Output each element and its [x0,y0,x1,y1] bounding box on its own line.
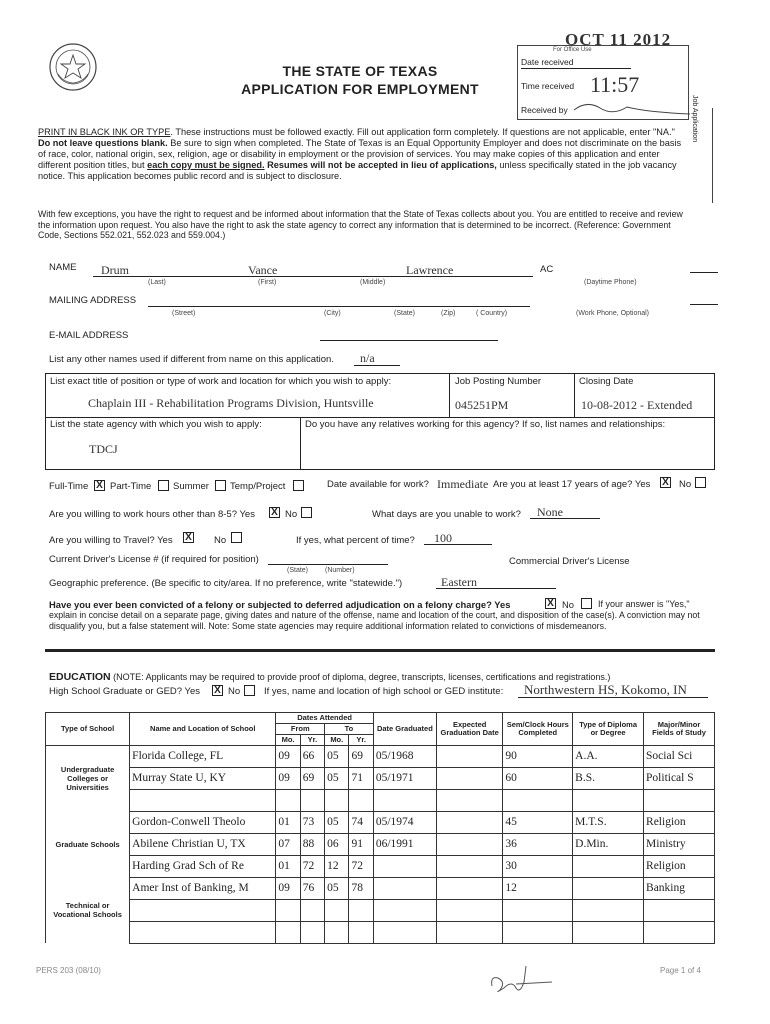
col-from-mo: Mo. [276,734,300,745]
edu-cell-name[interactable] [130,789,276,811]
edu-cell-fyr[interactable]: 76 [300,877,324,899]
hs-institution-value[interactable]: Northwestern HS, Kokomo, IN [524,682,687,697]
edu-cell-fyr[interactable]: 72 [300,855,324,877]
edu-cell-tmo[interactable] [325,921,349,943]
parttime-label: Part-Time [110,481,152,492]
title-line-1: THE STATE OF TEXAS [282,63,438,79]
col-diploma: Type of Diploma or Degree [573,713,644,746]
edu-cell-tyr[interactable] [349,921,373,943]
edu-cell-major[interactable]: Religion [644,811,715,833]
col-hours: Sem/Clock Hours Completed [503,713,573,746]
daytime-phone-label: (Daytime Phone) [584,279,637,286]
instr-body-2: Be sure to sign when completed. The State of Texas is an Equal Opportunity Employer and does not discriminate on the basis of race, color, national origin, sex, religion, age or disability in employment or the provision of services. You may make copies of this application and enter different position titles, but [38,138,682,170]
state-seal [48,42,98,92]
agency-label: List the state agency with which you wish to apply: [50,419,262,430]
col-from: From [276,723,325,734]
date-received-label: Date received [521,57,574,67]
edu-cell-hours[interactable] [503,921,573,943]
hs-graduate-label: High School Graduate or GED? Yes [49,686,201,697]
edu-cell-major[interactable] [644,921,715,943]
edu-cell-fyr[interactable]: 69 [300,767,324,789]
edu-cell-exp[interactable] [436,855,502,877]
instr-print: PRINT IN BLACK INK OR TYPE [38,127,171,137]
felony-yes-checkbox[interactable]: X [545,598,556,609]
edu-cell-grad[interactable] [373,877,436,899]
name-label: NAME [49,262,77,273]
edu-cell-grad[interactable] [373,921,436,943]
edu-cell-major[interactable] [644,899,715,921]
middle-label: (Middle) [360,279,386,286]
edu-cell-grad[interactable]: 05/1971 [373,767,436,789]
edu-cell-deg[interactable] [573,789,644,811]
felony-tail: If your answer is "Yes," [598,599,690,609]
travel-no-label: No [214,535,227,546]
edu-cell-exp[interactable] [436,811,502,833]
felony-no-label: No [562,599,574,610]
zip-label: (Zip) [441,310,456,317]
edu-cell-major[interactable] [644,789,715,811]
edu-cell-fmo[interactable]: 01 [276,855,300,877]
edu-cell-exp[interactable] [436,899,502,921]
edu-cell-fmo[interactable] [276,921,300,943]
education-row [46,767,715,789]
felony-question: Have you ever been convicted of a felony or subjected to deferred adjudication on a felony charge? Yes [49,599,511,610]
edu-cell-major[interactable]: Religion [644,855,715,877]
travel-label: Are you willing to Travel? Yes [49,535,173,546]
edu-cell-name[interactable]: Amer Inst of Banking, M [130,877,276,899]
edu-cell-fmo[interactable]: 07 [276,833,300,855]
edu-cell-hours[interactable]: 45 [503,811,573,833]
category-tech: Technical or Vocational Schools [46,877,130,943]
category-grad: Graduate Schools [46,811,130,877]
col-to-mo: Mo. [325,734,349,745]
edu-cell-name[interactable]: Harding Grad Sch of Re [130,855,276,877]
edu-cell-tmo[interactable]: 06 [325,833,349,855]
country-label: ( Country) [476,310,508,317]
license-number-label: (Number) [325,567,355,574]
edu-cell-tyr[interactable]: 71 [349,767,373,789]
edu-cell-tyr[interactable]: 78 [349,877,373,899]
form-title [215,63,505,97]
edu-cell-tmo[interactable]: 05 [325,877,349,899]
age-no-label: No [679,479,692,490]
edu-cell-grad[interactable] [373,899,436,921]
edu-cell-tyr[interactable]: 69 [349,745,373,767]
edu-cell-deg[interactable]: M.T.S. [573,811,644,833]
side-vertical-text: Job Application [691,95,698,143]
city-label: (City) [324,310,341,317]
edu-cell-fyr[interactable] [300,789,324,811]
edu-cell-fmo[interactable]: 01 [276,811,300,833]
edu-cell-fmo[interactable]: 09 [276,745,300,767]
edu-cell-tyr[interactable]: 72 [349,855,373,877]
hours-no-checkbox[interactable] [301,507,312,518]
edu-cell-name[interactable]: Murray State U, KY [130,767,276,789]
edu-cell-exp[interactable] [436,767,502,789]
email-label: E-MAIL ADDRESS [49,330,129,341]
parttime-checkbox[interactable] [158,480,169,491]
edu-cell-hours[interactable]: 90 [503,745,573,767]
last-label: (Last) [148,279,166,286]
travel-no-checkbox[interactable] [231,532,242,543]
days-unable-value[interactable]: None [537,505,563,519]
geo-preference-label: Geographic preference. (Be specific to city/area. If no preference, write "statewide.") [49,578,403,589]
col-name: Name and Location of School [130,713,276,746]
closing-date-value[interactable]: 10-08-2012 - Extended [581,398,693,412]
col-to: To [325,723,374,734]
age-label: Are you at least 17 years of age? Yes [493,479,651,490]
col-expected: Expected Graduation Date [436,713,502,746]
edu-cell-hours[interactable] [503,789,573,811]
edu-cell-hours[interactable]: 60 [503,767,573,789]
edu-cell-deg[interactable] [573,877,644,899]
agency-value[interactable]: TDCJ [89,442,118,456]
edu-cell-tyr[interactable] [349,789,373,811]
edu-cell-fmo[interactable]: 09 [276,877,300,899]
street-label: (Street) [172,310,196,317]
instr-no-blank: Do not leave questions blank. [38,138,168,148]
days-unable-label: What days are you unable to work? [372,509,521,520]
edu-cell-grad[interactable] [373,789,436,811]
instr-resumes: Resumes will not be accepted in lieu of applications, [267,160,497,170]
edu-cell-grad[interactable] [373,855,436,877]
edu-cell-deg[interactable]: D.Min. [573,833,644,855]
edu-cell-grad[interactable]: 06/1991 [373,833,436,855]
edu-cell-fmo[interactable] [276,789,300,811]
education-row [46,811,715,833]
edu-cell-grad[interactable]: 05/1968 [373,745,436,767]
position-title-value[interactable]: Chaplain III - Rehabilitation Programs Division, Huntsville [88,396,374,410]
edu-cell-fyr[interactable] [300,921,324,943]
last-name-value[interactable]: Drum [101,263,129,277]
position-title-label: List exact title of position or type of work and location for which you wish to apply: [50,376,392,387]
edu-cell-tyr[interactable] [349,899,373,921]
job-posting-value[interactable]: 045251PM [455,398,509,412]
edu-cell-hours[interactable] [503,899,573,921]
summer-checkbox[interactable] [215,480,226,491]
col-graduated: Date Graduated [373,713,436,746]
instr-body: . These instructions must be followed exactly. Fill out application form completely. If questions are not applicable, enter "NA." [170,127,675,137]
edu-cell-fyr[interactable]: 73 [300,811,324,833]
edu-cell-exp[interactable] [436,745,502,767]
education-row [46,877,715,899]
edu-cell-deg[interactable] [573,899,644,921]
temp-label: Temp/Project [230,481,286,492]
edu-cell-name[interactable]: Gordon-Conwell Theolo [130,811,276,833]
mailing-address-label: MAILING ADDRESS [49,295,137,306]
edu-cell-fyr[interactable]: 88 [300,833,324,855]
edu-cell-tmo[interactable]: 05 [325,811,349,833]
education-row [46,855,715,877]
hs-yes-checkbox[interactable]: X [212,685,223,696]
license-state-label: (State) [287,567,309,574]
hours-yes-checkbox[interactable]: X [269,507,280,518]
age-yes-checkbox[interactable]: X [660,477,671,488]
category-undergrad: Undergraduate Colleges or Universities [46,745,130,811]
travel-yes-checkbox[interactable]: X [183,532,194,543]
title-line-2: APPLICATION FOR EMPLOYMENT [241,81,479,97]
edu-cell-exp[interactable] [436,789,502,811]
edu-cell-tmo[interactable] [325,789,349,811]
relatives-label: Do you have any relatives working for this agency? If so, list names and relationships: [305,419,666,430]
middle-name-value[interactable]: Lawrence [406,263,454,277]
applicant-initials [486,960,556,1000]
edu-cell-deg[interactable]: A.A. [573,745,644,767]
edu-cell-major[interactable]: Social Sci [644,745,715,767]
edu-cell-hours[interactable]: 36 [503,833,573,855]
edu-cell-tmo[interactable]: 05 [325,767,349,789]
closing-date-label: Closing Date [579,376,634,387]
edu-cell-name[interactable] [130,921,276,943]
time-received-value: 11:57 [590,72,640,97]
fulltime-label: Full-Time [49,481,89,492]
geo-preference-value[interactable]: Eastern [441,575,477,589]
edu-cell-hours[interactable]: 12 [503,877,573,899]
received-by-label: Received by [521,105,568,115]
edu-cell-tmo[interactable]: 05 [325,745,349,767]
edu-cell-major[interactable]: Banking [644,877,715,899]
travel-percent-label: If yes, what percent of time? [296,535,415,546]
page-number: Page 1 of 4 [660,966,701,975]
edu-cell-fyr[interactable]: 66 [300,745,324,767]
state-label: (State) [394,310,416,317]
edu-cell-tyr[interactable]: 74 [349,811,373,833]
edu-cell-name[interactable]: Florida College, FL [130,745,276,767]
other-names-label: List any other names used if different from name on this application. [49,354,334,365]
edu-cell-hours[interactable]: 30 [503,855,573,877]
section-divider [45,649,715,652]
fulltime-checkbox[interactable]: X [94,480,105,491]
work-phone-label: (Work Phone, Optional) [576,310,650,317]
education-table [45,712,715,944]
hours-no-label: No [285,509,298,520]
education-note: (NOTE: Applicants may be required to provide proof of diploma, degree, transcripts, licenses, certifications and registrations.) [110,672,611,682]
temp-checkbox[interactable] [293,480,304,491]
felony-detail: explain in concise detail on a separate page, giving dates and nature of the offense, name and location of the court, and disposition of the case(s). A conviction may not disqualify you, but a false statement will. Note: Some state agencies may require additional information related to convictions of misdemeanors. [49,610,700,631]
col-dates: Dates Attended [276,713,373,724]
edu-cell-exp[interactable] [436,877,502,899]
col-major: Major/Minor Fields of Study [644,713,715,746]
date-available-label: Date available for work? [327,479,429,490]
area-code-label: AC [540,264,554,275]
edu-cell-fyr[interactable] [300,899,324,921]
edu-cell-grad[interactable]: 05/1974 [373,811,436,833]
education-row [46,745,715,767]
education-row [46,899,715,921]
hs-tail-label: If yes, name and location of high school or GED institute: [264,686,504,697]
office-use-label: For Office Use [553,47,592,53]
edu-cell-tmo[interactable]: 12 [325,855,349,877]
edu-cell-major[interactable]: Political S [644,767,715,789]
edu-cell-name[interactable] [130,899,276,921]
edu-cell-deg[interactable] [573,921,644,943]
felony-no-checkbox[interactable] [581,598,592,609]
education-heading: EDUCATION [49,671,111,683]
edu-cell-exp[interactable] [436,833,502,855]
received-by-signature [572,98,692,118]
date-available-value[interactable]: Immediate [437,477,489,491]
col-from-yr: Yr. [300,734,324,745]
cdl-label: Commercial Driver's License [509,556,630,567]
hs-no-checkbox[interactable] [244,685,255,696]
travel-percent-value[interactable]: 100 [434,531,452,545]
education-row [46,921,715,943]
edu-cell-fmo[interactable]: 09 [276,767,300,789]
education-row [46,833,715,855]
other-names-value[interactable]: n/a [360,351,375,365]
edu-cell-fmo[interactable] [276,899,300,921]
age-no-checkbox[interactable] [695,477,706,488]
time-received-label: Time received [521,81,575,91]
edu-cell-exp[interactable] [436,921,502,943]
form-code: PERS 203 (08/10) [36,966,101,975]
instr-body-3: unless specifically stated in the job vacancy notice. This application becomes public record and is subject to disclosure. [38,160,677,181]
edu-cell-tyr[interactable]: 91 [349,833,373,855]
col-to-yr: Yr. [349,734,373,745]
first-name-value[interactable]: Vance [248,263,278,277]
edu-cell-deg[interactable] [573,855,644,877]
job-posting-label: Job Posting Number [455,376,542,387]
edu-cell-deg[interactable]: B.S. [573,767,644,789]
instructions-paragraph [38,127,686,182]
privacy-paragraph: With few exceptions, you have the right to request and be informed about information that the State of Texas collects about you. You are entitled to receive and review the information upon request. You also have the right to ask the state agency to correct any information that is determined to be incorrect. (Reference: Government Code, Sections 552.021, 552.023 and 559.004.) [38,209,683,240]
drivers-license-label: Current Driver's License # (if required for position) [49,554,259,565]
hs-no-label: No [228,686,241,697]
hours-label: Are you willing to work hours other than 8-5? Yes [49,509,255,520]
education-row [46,789,715,811]
summer-label: Summer [173,481,209,492]
first-label: (First) [258,279,277,286]
instr-signed: each copy must be signed. [147,160,265,170]
edu-cell-major[interactable]: Ministry [644,833,715,855]
col-type: Type of School [46,713,130,746]
received-date-stamp: OCT 11 2012 [565,30,672,49]
edu-cell-tmo[interactable] [325,899,349,921]
edu-cell-name[interactable]: Abilene Christian U, TX [130,833,276,855]
